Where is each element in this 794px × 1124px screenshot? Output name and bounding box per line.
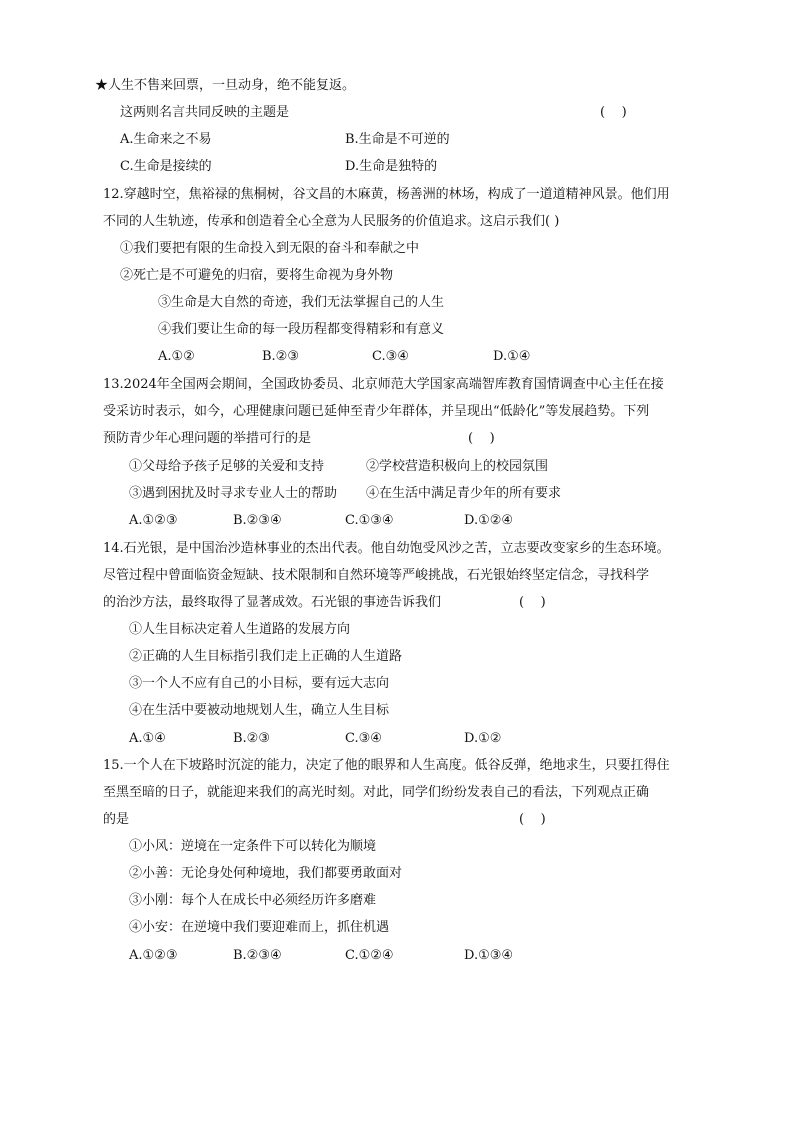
q14-stem-line: 的治沙方法，最终取得了显著成效。石光银的事迹告诉我们 (103, 595, 442, 610)
q14-stem-line: 14.石光银，是中国治沙造林事业的杰出代表。他自幼饱受风沙之苦，立志要改变家乡的生态环境。 (103, 541, 670, 556)
q14-statement-1: ①人生目标决定着人生道路的发展方向 (129, 622, 351, 637)
q13-statement-1: ①父母给予孩子足够的关爱和支持 (129, 459, 325, 474)
q12-statement-2: ②死亡是不可避免的归宿，要将生命视为身外物 (120, 268, 394, 283)
q12-option-a: A.①② (158, 349, 195, 364)
q12-statement-3: ③生命是大自然的奇迹，我们无法掌握自己的人生 (158, 295, 445, 310)
q12-statement-4: ④我们要让生命的每一段历程都变得精彩和有意义 (158, 322, 445, 337)
q15-statement-1: ①小风：逆境在一定条件下可以转化为顺境 (129, 839, 377, 854)
q12-option-b: B.②③ (262, 349, 299, 364)
q14-answer-paren: ( ) (519, 595, 546, 610)
q13-statement-3: ③遇到困扰及时寻求专业人士的帮助 (129, 486, 338, 501)
q15-stem-line: 至黑至暗的日子，就能迎来我们的高光时刻。对此，同学们纷纷发表自己的看法，下列观点正确 (103, 785, 650, 800)
q13-stem-line: 预防青少年心理问题的举措可行的是 (103, 431, 312, 446)
q15-stem-line: 的是 (103, 812, 130, 827)
q12-option-c: C.③④ (372, 349, 409, 364)
q11-option-d: D.生命是独特的 (345, 159, 438, 174)
q13-stem-line: 13.2024年全国两会期间，全国政协委员、北京师范大学国家高端智库教育国情调查中心主任在接 (103, 377, 664, 392)
q11-quote: ★人生不售来回票，一旦动身，绝不能复返。 (95, 78, 356, 93)
q15-statement-3: ③小刚：每个人在成长中必须经历许多磨难 (129, 893, 377, 908)
q12-statement-1: ①我们要把有限的生命投入到无限的奋斗和奉献之中 (120, 241, 420, 256)
q14-stem-line: 尽管过程中曾面临资金短缺、技术限制和自然环境等严峻挑战，石光银始终坚定信念，寻找科学 (103, 568, 650, 583)
q15-answer-paren: ( ) (519, 812, 546, 827)
q14-option-d: D.①② (464, 731, 502, 746)
q13-option-a: A.①②③ (129, 513, 178, 528)
q11-stem: 这两则名言共同反映的主题是 (120, 105, 290, 120)
q13-statement-2: ②学校营造积极向上的校园氛围 (366, 459, 549, 474)
q11-option-b: B.生命是不可逆的 (345, 132, 450, 147)
q14-option-a: A.①④ (129, 731, 166, 746)
q14-statement-4: ④在生活中要被动地规划人生，确立人生目标 (129, 703, 390, 718)
q15-option-d: D.①③④ (464, 948, 514, 963)
q15-statement-2: ②小善：无论身处何种境地，我们都要勇敢面对 (129, 866, 403, 881)
q12-stem-line: 不同的人生轨迹，传承和创造着全心全意为人民服务的价值追求。这启示我们( ) (103, 214, 560, 229)
q11-option-a: A.生命来之不易 (120, 132, 212, 147)
q15-option-a: A.①②③ (129, 948, 178, 963)
q14-option-c: C.③④ (345, 731, 382, 746)
q11-answer-paren: ( ) (600, 105, 627, 120)
q13-option-c: C.①③④ (345, 513, 394, 528)
q14-statement-3: ③一个人不应有自己的小目标，要有远大志向 (129, 676, 390, 691)
q15-option-b: B.②③④ (233, 948, 282, 963)
q15-statement-4: ④小安：在逆境中我们要迎难而上，抓住机遇 (129, 920, 390, 935)
q13-option-b: B.②③④ (233, 513, 282, 528)
q14-statement-2: ②正确的人生目标指引我们走上正确的人生道路 (129, 649, 403, 664)
q13-stem-line: 受采访时表示，如今，心理健康问题已延伸至青少年群体，并呈现出“低龄化”等发展趋势。下列 (103, 404, 650, 419)
q15-stem-line: 15.一个人在下坡路时沉淀的能力，决定了他的眼界和人生高度。低谷反弹，绝地求生，只要扛得住 (103, 758, 670, 773)
q11-option-c: C.生命是接续的 (120, 159, 212, 174)
q13-statement-4: ④在生活中满足青少年的所有要求 (366, 486, 562, 501)
q13-answer-paren: ( ) (468, 431, 495, 446)
q14-option-b: B.②③ (233, 731, 270, 746)
q15-option-c: C.①②④ (345, 948, 394, 963)
q13-option-d: D.①②④ (464, 513, 514, 528)
q12-stem-line: 12.穿越时空，焦裕禄的焦桐树，谷文昌的木麻黄，杨善洲的林场，构成了一道道精神风景。他们用 (103, 187, 670, 202)
q12-option-d: D.①④ (493, 349, 531, 364)
